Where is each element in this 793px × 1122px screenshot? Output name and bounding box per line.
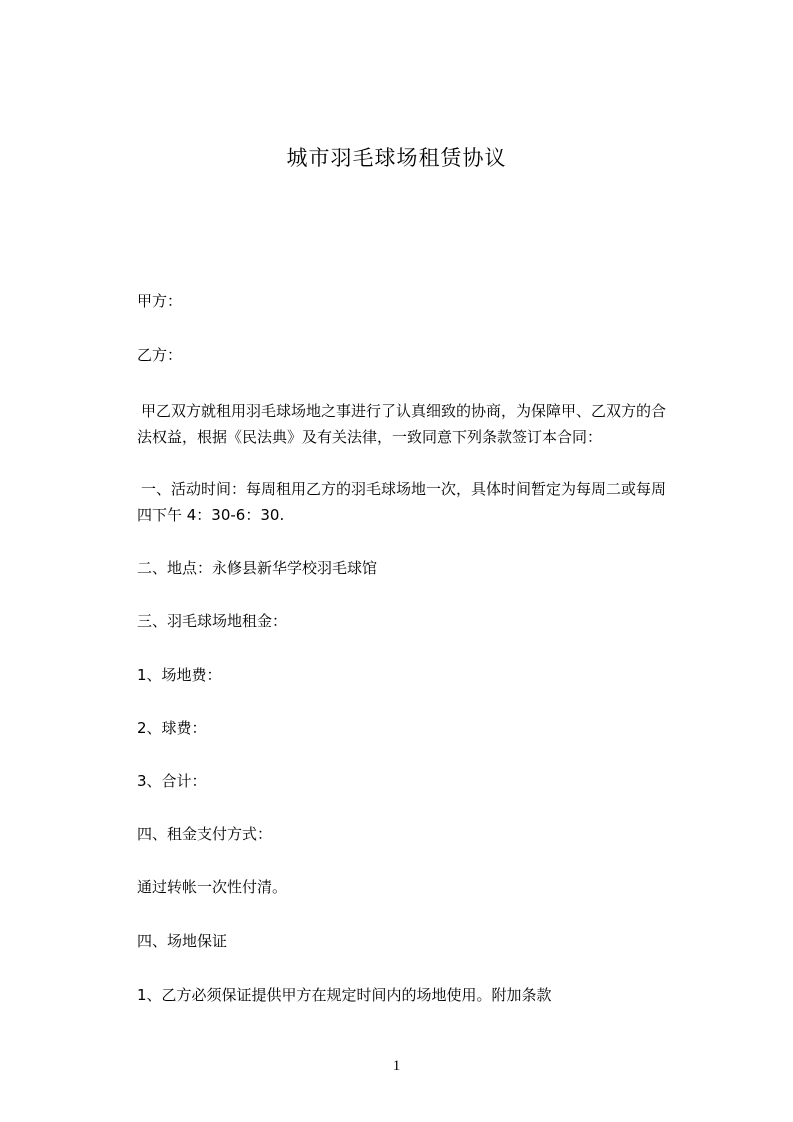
clause-1-paragraph	[137, 476, 709, 528]
guarantee-item-1: 1、乙方必须保证提供甲方在规定时间内的场地使用。附加条款	[137, 986, 552, 1004]
document-title: 城市羽毛球场租赁协议	[286, 146, 507, 170]
fee-item-shuttle: 2、球费：	[137, 719, 207, 737]
fee-item-venue: 1、场地费：	[137, 666, 222, 684]
clause-1-line-1: 一、活动时间：每周租用乙方的羽毛球场地一次，具体时间暂定为每周二或每周	[141, 480, 667, 498]
intro-line-1: 甲乙双方就租用羽毛球场地之事进行了认真细致的协商，为保障甲、乙双方的合	[141, 402, 667, 420]
page-number: 1	[392, 1058, 401, 1074]
clause-2-location: 二、地点：永修县新华学校羽毛球馆	[137, 559, 378, 577]
clause-3-heading: 三、羽毛球场地租金：	[137, 612, 288, 630]
party-a-label: 甲方：	[137, 292, 183, 310]
clause-4-heading: 四、租金支付方式：	[137, 825, 273, 843]
clause-1-line-2: 四下午 4：30-6：30.	[137, 506, 285, 524]
intro-paragraph	[137, 398, 709, 450]
payment-method-text: 通过转帐一次性付清。	[137, 878, 288, 896]
clause-4b-heading: 四、场地保证	[137, 932, 228, 950]
party-b-label: 乙方：	[137, 346, 183, 364]
fee-item-total: 3、合计：	[137, 772, 207, 790]
intro-line-2: 法权益，根据《民法典》及有关法律，一致同意下列条款签订本合同：	[137, 428, 603, 446]
